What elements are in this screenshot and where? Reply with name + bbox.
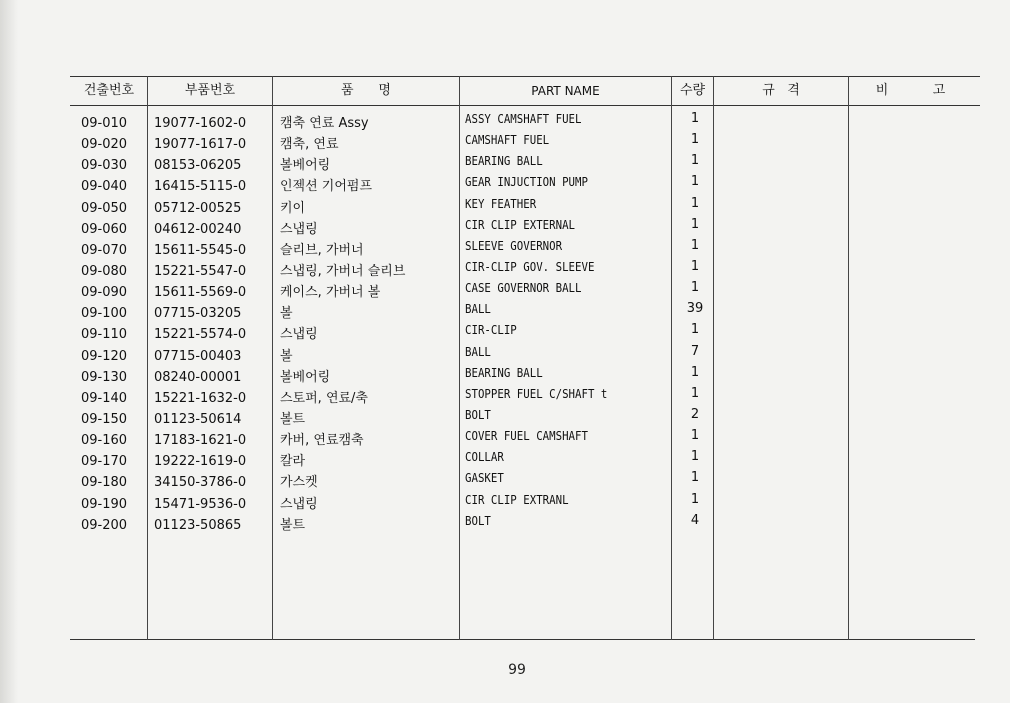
row-name-korean: 스토퍼, 연료/축 bbox=[280, 390, 368, 406]
row-part-number: 15221-5547-0 bbox=[154, 263, 247, 279]
row-part-number: 15611-5569-0 bbox=[154, 285, 247, 301]
row-name-korean: 볼 bbox=[280, 348, 293, 364]
row-part-name: BALL bbox=[465, 343, 491, 359]
row-part-name: SLEEVE GOVERNOR bbox=[465, 237, 563, 253]
row-quantity: 7 bbox=[690, 343, 700, 359]
row-code: 09-160 bbox=[81, 433, 128, 449]
row-part-name: BEARING BALL bbox=[465, 153, 543, 169]
row-part-number: 15221-1632-0 bbox=[154, 390, 247, 406]
row-quantity: 1 bbox=[690, 174, 700, 190]
column-name-korean bbox=[280, 113, 405, 536]
row-part-number: 01123-50865 bbox=[154, 517, 242, 533]
row-name-korean: 볼베어링 bbox=[280, 158, 331, 174]
row-quantity: 1 bbox=[690, 258, 700, 274]
column-part-number bbox=[154, 113, 246, 536]
row-name-korean: 볼베어링 bbox=[280, 369, 331, 385]
row-part-name: GASKET bbox=[465, 470, 504, 486]
row-code: 09-130 bbox=[81, 369, 128, 385]
row-part-name: COVER FUEL CAMSHAFT bbox=[465, 428, 588, 444]
header-part-number: 부품번호 bbox=[184, 83, 236, 98]
row-part-name: CIR-CLIP bbox=[465, 322, 517, 338]
row-part-number: 19077-1602-0 bbox=[154, 116, 247, 131]
header-name-korean: 품 명 bbox=[341, 83, 391, 98]
row-part-name: COLLAR bbox=[465, 449, 504, 465]
row-part-name: CAMSHAFT FUEL bbox=[465, 132, 550, 148]
row-part-name: BALL bbox=[465, 301, 491, 317]
header-code: 건출번호 bbox=[83, 83, 135, 98]
row-quantity: 1 bbox=[690, 449, 700, 465]
row-part-number: 01123-50614 bbox=[154, 411, 242, 427]
row-code: 09-030 bbox=[81, 158, 128, 174]
row-quantity: 1 bbox=[690, 428, 700, 444]
column-divider bbox=[848, 76, 849, 640]
row-part-name: CIR CLIP EXTERNAL bbox=[465, 216, 576, 232]
row-part-number: 15221-5574-0 bbox=[154, 327, 247, 343]
row-name-korean: 인젝션 기어펌프 bbox=[280, 179, 373, 195]
row-quantity: 39 bbox=[686, 301, 704, 317]
row-code: 09-180 bbox=[81, 475, 128, 491]
row-code: 09-190 bbox=[81, 496, 128, 512]
row-part-name: CIR-CLIP GOV. SLEEVE bbox=[465, 258, 595, 274]
page-edge-shadow bbox=[0, 0, 18, 703]
row-code: 09-110 bbox=[81, 327, 128, 343]
row-name-korean: 케이스, 가버너 볼 bbox=[280, 285, 381, 301]
row-code: 09-050 bbox=[81, 200, 128, 216]
column-divider bbox=[272, 76, 273, 640]
row-quantity: 1 bbox=[690, 111, 700, 126]
row-name-korean: 스냅링 bbox=[280, 221, 318, 237]
row-name-korean: 가스켓 bbox=[280, 475, 318, 491]
column-divider bbox=[459, 76, 460, 640]
row-name-korean: 캠축 연료 Assy bbox=[280, 116, 369, 131]
header-part-name: PART NAME bbox=[531, 84, 600, 98]
column-divider bbox=[147, 76, 148, 640]
table-bottom-rule bbox=[70, 639, 975, 640]
row-quantity: 1 bbox=[690, 216, 700, 232]
row-part-number: 19222-1619-0 bbox=[154, 454, 247, 470]
row-part-number: 34150-3786-0 bbox=[154, 475, 247, 491]
row-part-name: CASE GOVERNOR BALL bbox=[465, 280, 582, 296]
row-part-name: CIR CLIP EXTRANL bbox=[465, 491, 569, 507]
row-code: 09-200 bbox=[81, 517, 128, 533]
row-part-name: BOLT bbox=[465, 512, 491, 528]
row-code: 09-140 bbox=[81, 390, 128, 406]
row-name-korean: 카버, 연료캠축 bbox=[280, 433, 364, 449]
row-name-korean: 캠축, 연료 bbox=[280, 137, 339, 153]
row-quantity: 1 bbox=[690, 237, 700, 253]
row-quantity: 1 bbox=[690, 153, 700, 169]
table-top-rule bbox=[70, 76, 980, 77]
column-quantity bbox=[672, 108, 718, 531]
row-code: 09-060 bbox=[81, 221, 128, 237]
row-quantity: 1 bbox=[690, 364, 700, 380]
row-part-number: 08240-00001 bbox=[154, 369, 242, 385]
row-code: 09-100 bbox=[81, 306, 128, 322]
row-quantity: 1 bbox=[690, 322, 700, 338]
row-code: 09-090 bbox=[81, 285, 128, 301]
row-part-number: 15611-5545-0 bbox=[154, 242, 247, 258]
row-name-korean: 키이 bbox=[280, 200, 306, 216]
row-part-number: 19077-1617-0 bbox=[154, 137, 247, 153]
row-code: 09-040 bbox=[81, 179, 128, 195]
row-quantity: 1 bbox=[690, 195, 700, 211]
row-quantity: 1 bbox=[690, 385, 700, 401]
header-bottom-rule bbox=[70, 105, 980, 106]
row-code: 09-070 bbox=[81, 242, 128, 258]
row-name-korean: 볼트 bbox=[280, 411, 306, 427]
row-code: 09-080 bbox=[81, 263, 128, 279]
row-code: 09-150 bbox=[81, 411, 128, 427]
row-part-number: 04612-00240 bbox=[154, 221, 242, 237]
row-name-korean: 슬리브, 가버너 bbox=[280, 242, 364, 258]
row-name-korean: 볼 bbox=[280, 306, 293, 322]
row-quantity: 1 bbox=[690, 470, 700, 486]
row-quantity: 2 bbox=[690, 406, 700, 422]
row-part-name: BOLT bbox=[465, 406, 491, 422]
row-part-number: 08153-06205 bbox=[154, 158, 242, 174]
row-part-name: STOPPER FUEL C/SHAFT t bbox=[465, 385, 608, 401]
row-part-number: 15471-9536-0 bbox=[154, 496, 247, 512]
row-name-korean: 스냅링, 가버너 슬리브 bbox=[280, 263, 406, 279]
row-code: 09-120 bbox=[81, 348, 128, 364]
row-quantity: 1 bbox=[690, 132, 700, 148]
column-part-name bbox=[465, 108, 607, 531]
header-remarks: 비 고 bbox=[875, 83, 954, 98]
row-part-number: 05712-00525 bbox=[154, 200, 242, 216]
row-part-name: KEY FEATHER bbox=[465, 195, 537, 211]
row-code: 09-020 bbox=[81, 137, 128, 153]
row-code: 09-010 bbox=[81, 116, 128, 131]
page-number: 99 bbox=[508, 662, 526, 678]
column-code bbox=[81, 113, 127, 536]
row-part-number: 17183-1621-0 bbox=[154, 433, 247, 449]
row-quantity: 4 bbox=[690, 512, 700, 528]
row-part-name: GEAR INJUCTION PUMP bbox=[465, 174, 588, 190]
row-quantity: 1 bbox=[690, 491, 700, 507]
header-spec: 규 격 bbox=[762, 83, 800, 98]
row-quantity: 1 bbox=[690, 280, 700, 296]
row-part-name: BEARING BALL bbox=[465, 364, 543, 380]
row-part-number: 07715-03205 bbox=[154, 306, 242, 322]
row-name-korean: 칼라 bbox=[280, 454, 306, 470]
row-name-korean: 스냅링 bbox=[280, 496, 318, 512]
row-name-korean: 스냅링 bbox=[280, 327, 318, 343]
row-code: 09-170 bbox=[81, 454, 128, 470]
row-name-korean: 볼트 bbox=[280, 517, 306, 533]
row-part-number: 07715-00403 bbox=[154, 348, 242, 364]
row-part-number: 16415-5115-0 bbox=[154, 179, 247, 195]
row-part-name: ASSY CAMSHAFT FUEL bbox=[465, 111, 582, 126]
header-quantity: 수량 bbox=[679, 83, 706, 98]
